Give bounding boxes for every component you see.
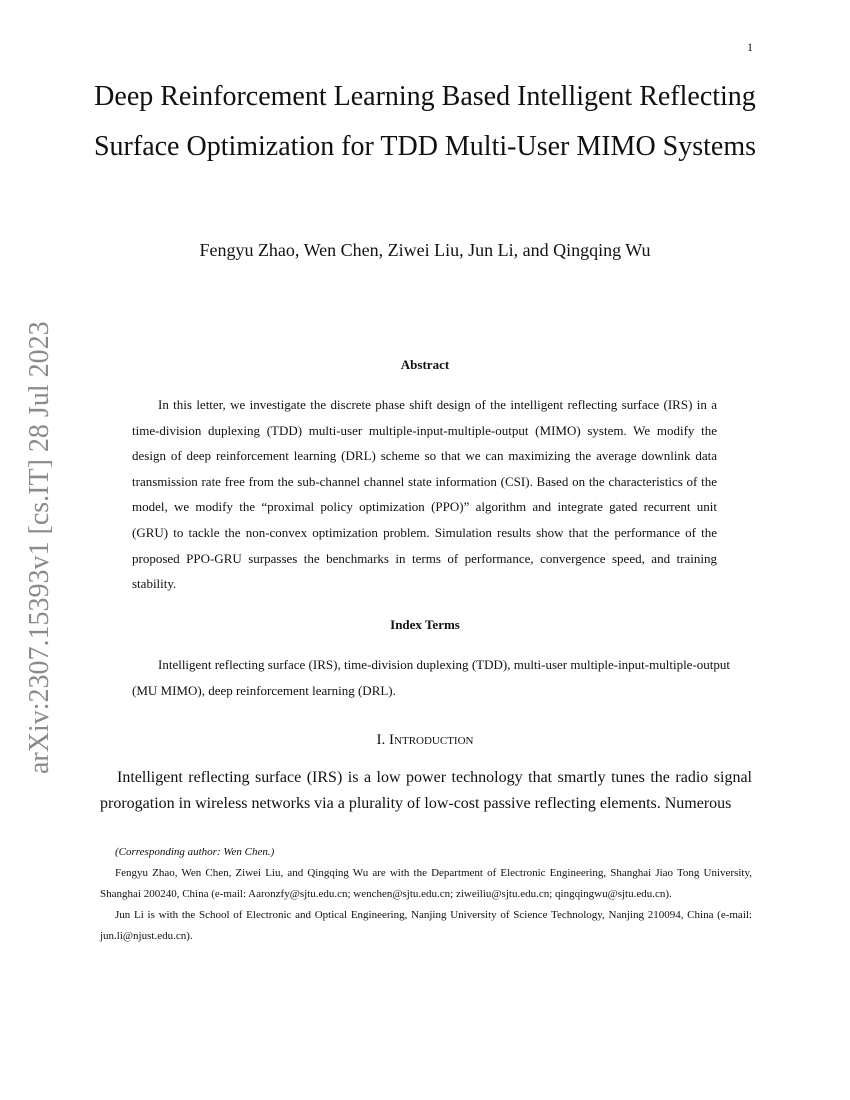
index-terms-heading: Index Terms (390, 617, 460, 632)
corresponding-author-note: (Corresponding author: Wen Chen.) (115, 846, 275, 858)
arxiv-identifier-stamp: arXiv:2307.15393v1 [cs.IT] 28 Jul 2023 (24, 321, 55, 775)
index-terms-text: Intelligent reflecting surface (IRS), time-division duplexing (TDD), multi-user multiple-input-multiple-output (MU MIMO), deep reinforcement learning (DRL). (132, 657, 730, 698)
introduction-text: Intelligent reflecting surface (IRS) is a low power technology that smartly tunes the radio signal prorogation in wireless networks via a plurality of low-cost passive reflecting elements. Numerous (100, 769, 752, 812)
footnotes (100, 842, 752, 947)
affiliation-note-njust: Jun Li is with the School of Electronic and Optical Engineering, Nanjing University of Science Technology, Nanjing 210094, China (e-mail: jun.li@njust.edu.cn). (100, 909, 752, 942)
author-list: Fengyu Zhao, Wen Chen, Ziwei Liu, Jun Li, and Qingqing Wu (199, 240, 651, 260)
abstract-heading: Abstract (400, 357, 450, 372)
page-number: 1 (747, 40, 753, 54)
section-number: I. (376, 732, 386, 748)
abstract-text: In this letter, we investigate the discrete phase shift design of the intelligent reflecting surface (IRS) in a time-division duplexing (TDD) multi-user multiple-input-multiple-output (MIMO) system. We modify the design of deep reinforcement learning (DRL) scheme so that we can maximizing the average downlink data transmission rate free from the sub-channel channel state information (CSI). Based on the characteristics of the model, we modify the “proximal policy optimization (PPO)” algorithm and integrate gated recurrent unit (GRU) to tackle the non-convex optimization problem. Simulation results show that the performance of the proposed PPO-GRU surpasses the benchmarks in terms of performance, convergence speed, and training stability. (132, 397, 717, 592)
paper-title: Deep Reinforcement Learning Based Intelligent Reflecting Surface Optimization for TDD Multi-User MIMO Systems (93, 81, 757, 162)
section-title: Introduction (389, 732, 474, 748)
affiliation-note-sjtu: Fengyu Zhao, Wen Chen, Ziwei Liu, and Qingqing Wu are with the Department of Electronic Engineering, Shanghai Jiao Tong University, Shanghai 200240, China (e-mail: Aaronzfy@sjtu.edu.cn; wenchen@sjtu.edu.cn; ziweiliu@sjtu.edu.cn; qingqingwu@sjtu.edu.cn). (100, 867, 752, 900)
section-heading (90, 732, 760, 749)
